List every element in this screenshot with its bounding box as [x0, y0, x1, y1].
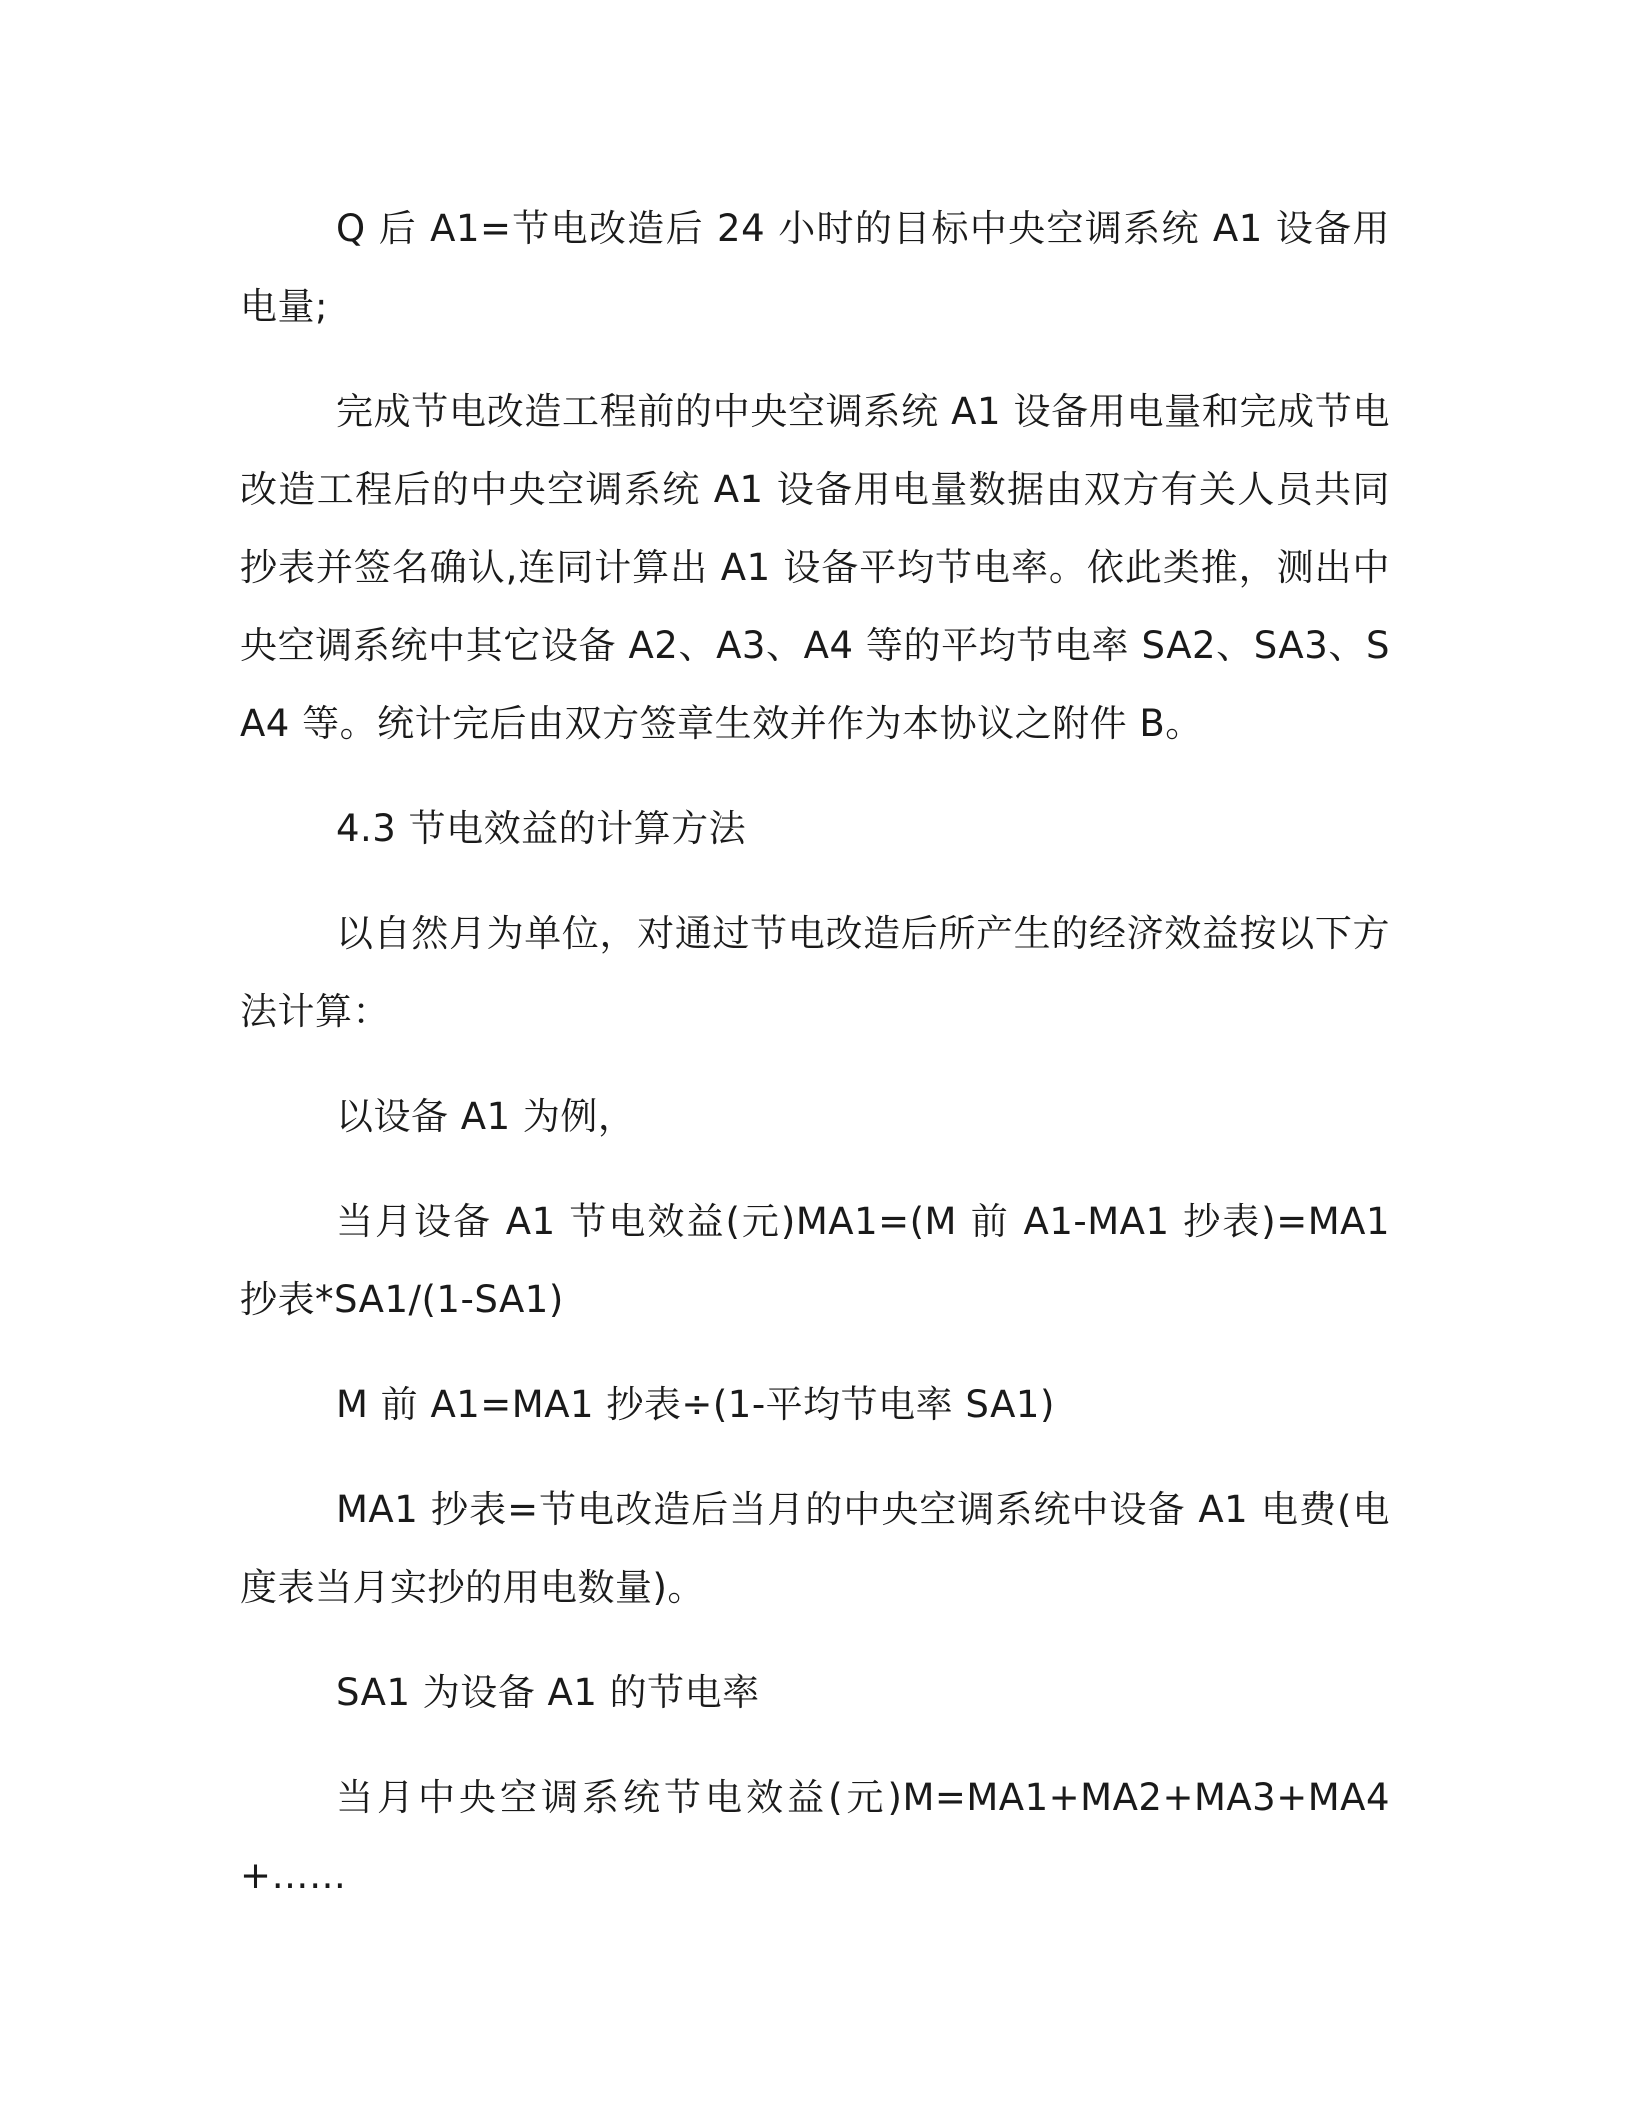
- paragraph-example-a1: 以设备 A1 为例，: [336, 1095, 636, 1138]
- formula-m-before-a1: M 前 A1=MA1 抄表÷(1-平均节电率 SA1): [336, 1383, 1055, 1426]
- paragraph-monthly-calculation: 以自然月为单位，对通过节电改造后所产生的经济效益按以下方法计算：: [240, 912, 1390, 1033]
- definition-sa1: SA1 为设备 A1 的节电率: [336, 1671, 760, 1714]
- formula-total-monthly-benefit: 当月中央空调系统节电效益(元)M=MA1+MA2+MA3+MA4+……: [240, 1776, 1390, 1897]
- section-heading-4-3: 4.3 节电效益的计算方法: [336, 807, 747, 850]
- formula-ma1-benefit: 当月设备 A1 节电效益(元)MA1=(M 前 A1-MA1 抄表)=MA1 抄表*SA1/(1-SA1): [240, 1200, 1390, 1321]
- document-body: [240, 190, 1390, 1915]
- definition-ma1-meter: MA1 抄表=节电改造后当月的中央空调系统中设备 A1 电费(电度表当月实抄的用电数量)。: [240, 1488, 1390, 1609]
- paragraph-q-after-a1: Q 后 A1=节电改造后 24 小时的目标中央空调系统 A1 设备用电量;: [240, 207, 1390, 328]
- paragraph-meter-confirmation: 完成节电改造工程前的中央空调系统 A1 设备用电量和完成节电改造工程后的中央空调系统 A1 设备用电量数据由双方有关人员共同抄表并签名确认,连同计算出 A1 设备平均节电率。依此类推，测出中央空调系统中其它设备 A2、A3、A4 等的平均节电率 SA2、SA3、SA4 等。统计完后由双方签章生效并作为本协议之附件 B。: [240, 390, 1390, 745]
